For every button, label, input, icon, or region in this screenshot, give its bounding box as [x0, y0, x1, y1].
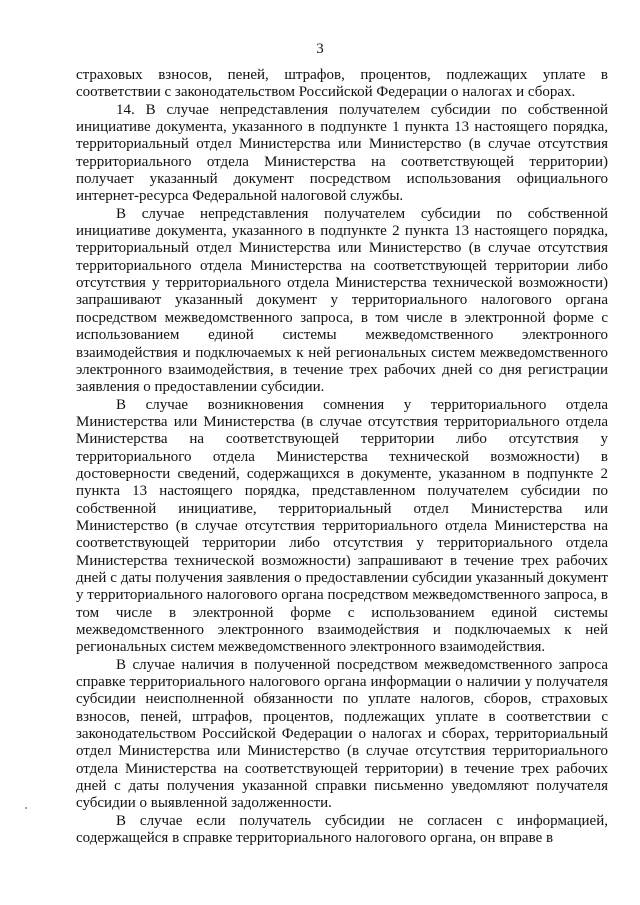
paragraph-disagreement: В случае если получатель субсидии не согласен с информацией, содержащейся в справке территориального налогового органа, он вправе в: [76, 812, 608, 847]
scan-speck: [25, 807, 27, 809]
paragraph-doubt-verification: В случае возникновения сомнения у территориального отдела Министерства или Министерства (в случае отсутствия территориального отдела Министерства на соответствующей территории либо отсутствия у территориального отдела Министерства технической возможности) в достоверности сведений, содержащихся в документе, указанном в подпункте 2 пункта 13 настоящего порядка, представленном получателем субсидии по собственной инициативе, территориальный отдел Министерства или Министерство (в случае отсутствия территориального отдела Министерства на соответствующей территории либо отсутствия у территориального отдела Министерства технической возможности) запрашивают в течение трех рабочих дней с даты получения заявления о предоставлении субсидии указанный документ у территориального налогового органа посредством межведомственного запроса, в том числе в электронной форме с использованием единой системы межведомственного электронного взаимодействия и подключаемых к ней региональных систем межведомственного электронного взаимодействия.: [76, 396, 608, 656]
page-number: 3: [316, 41, 324, 57]
paragraph-14: 14. В случае непредставления получателем субсидии по собственной инициативе документа, указанного в подпункте 1 пункта 13 настоящего порядка, территориальный отдел Министерства или Министерство (в случае отсутствия территориального отдела Министерства на соответствующей территории) получает указанный документ посредством использования официального интернет-ресурса Федеральной налоговой службы.: [76, 101, 608, 205]
paragraph-subpoint-2-request: В случае непредставления получателем субсидии по собственной инициативе документа, указанного в подпункте 2 пункта 13 настоящего порядка, территориальный отдел Министерства или Министерство (в случае отсутствия территориального отдела Министерства на соответствующей территории либо отсутствия у территориального отдела Министерства технической возможности) запрашивают указанный документ у территориального налогового органа посредством межведомственного запроса, в том числе в электронной форме с использованием единой системы межведомственного электронного взаимодействия и подключаемых к ней региональных систем межведомственного электронного взаимодействия, в течение трех рабочих дней со дня регистрации заявления о предоставлении субсидии.: [76, 205, 608, 396]
document-body: [76, 67, 608, 847]
paragraph-continuation: страховых взносов, пеней, штрафов, процентов, подлежащих уплате в соответствии с законодательством Российской Федерации о налогах и сборах.: [76, 67, 608, 101]
paragraph-debt-notification: В случае наличия в полученной посредством межведомственного запроса справке территориального налогового органа информации о наличии у получателя субсидии неисполненной обязанности по уплате налогов, сборов, страховых взносов, пеней, штрафов, процентов, подлежащих уплате в соответствии с законодательством Российской Федерации о налогах и сборах, территориальный отдел Министерства или Министерство (в случае отсутствия территориального отдела Министерства на соответствующей территории) в течение трех рабочих дней с даты получения указанной справки письменно уведомляют получателя субсидии о выявленной задолженности.: [76, 656, 608, 812]
